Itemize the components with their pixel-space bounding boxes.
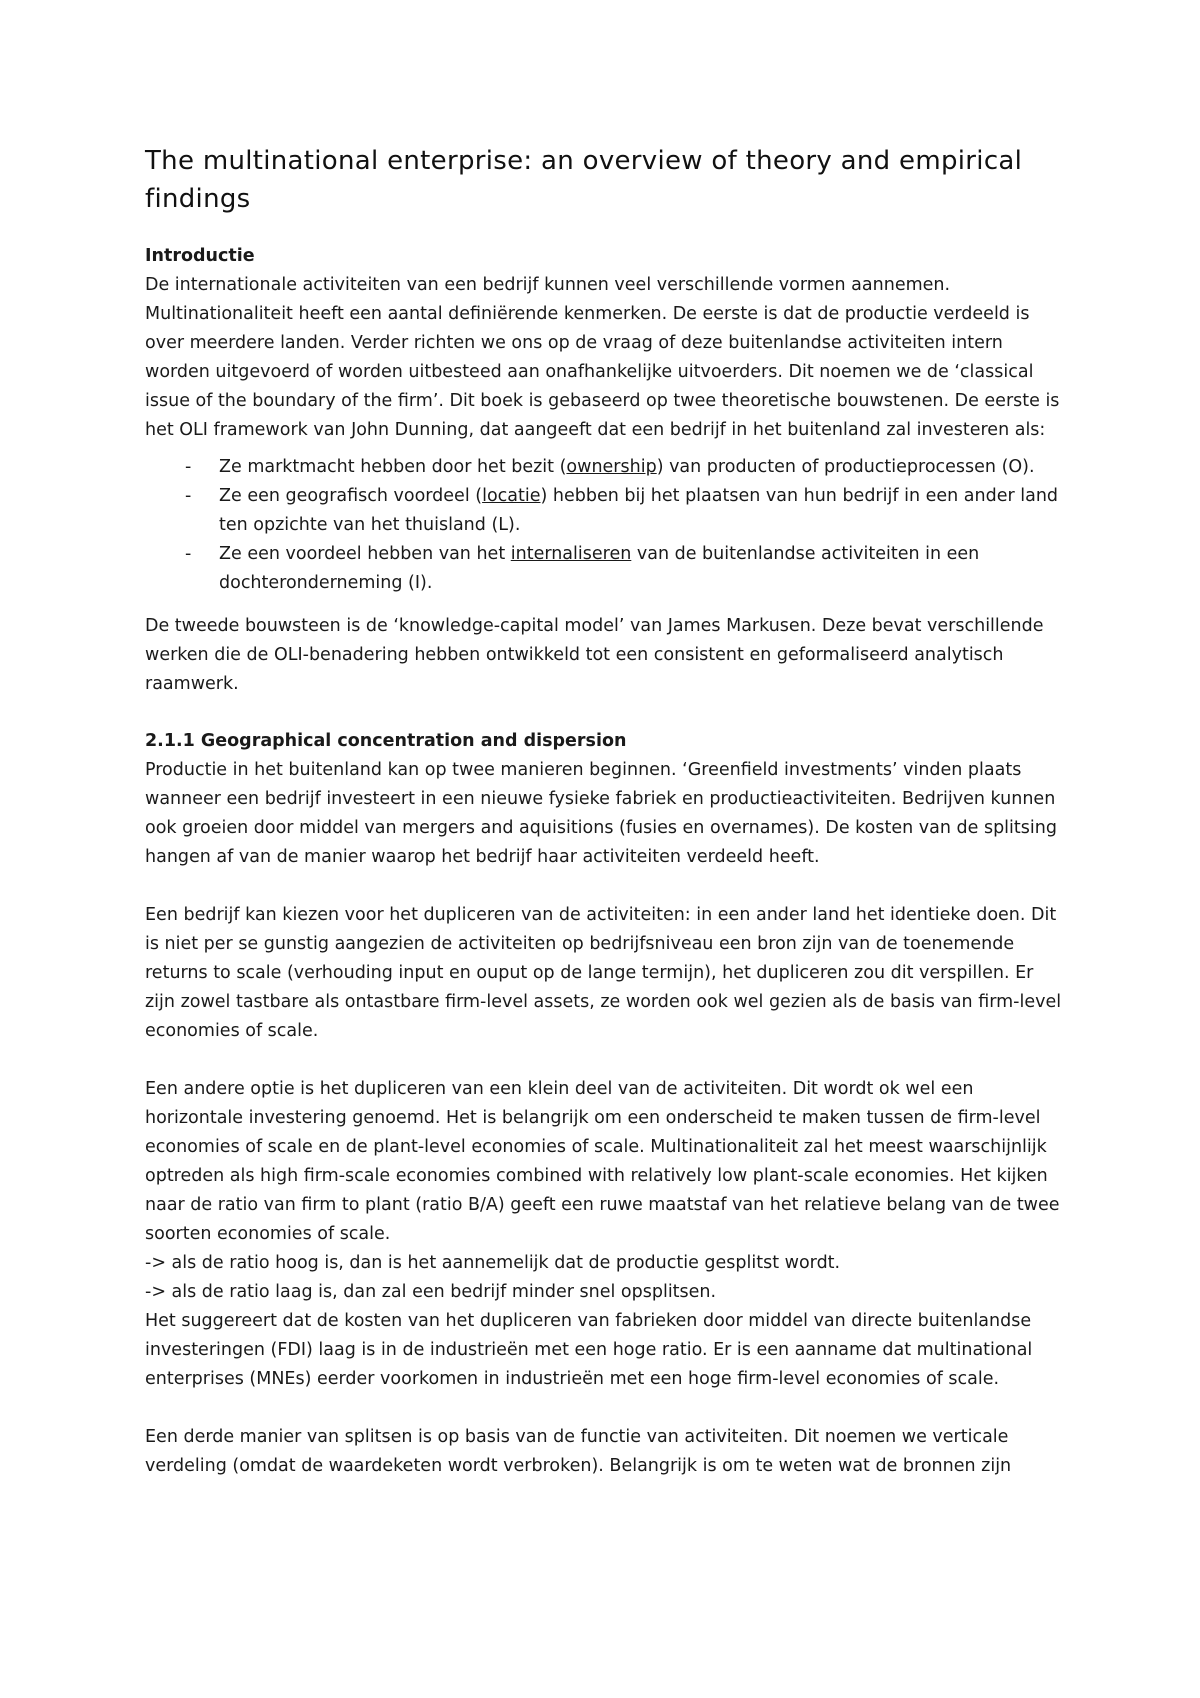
section-paragraph-2: Een bedrijf kan kiezen voor het dupliceren van de activiteiten: in een ander land het identieke doen. Dit is niet per se gunstig aangezien de activiteiten op bedrijfsniveau een bron zijn van de toenemende returns to scale (verhouding input en ouput op de lange termijn), het dupliceren zou dit verspillen. Er zijn zowel tastbare als ontastbare firm-level assets, ze worden ook wel gezien als de basis van firm-level economies of scale.: [145, 905, 1062, 1041]
section-heading: 2.1.1 Geographical concentration and dispersion: [145, 731, 627, 751]
document-page: [145, 142, 1065, 1481]
intro-paragraph-1: De internationale activiteiten van een bedrijf kunnen veel verschillende vormen aannemen. Multinationaliteit heeft een aantal definiërende kenmerken. De eerste is dat de productie verdeeld is over meerdere landen. Verder richten we ons op de vraag of deze buitenlandse activiteiten intern worden uitgevoerd of worden uitbesteed aan onafhankelijke uitvoerders. Dit noemen we de ‘classical issue of the boundary of the firm’. Dit boek is gebaseerd op twee theoretische bouwstenen. De eerste is het OLI framework van John Dunning, dat aangeeft dat een bedrijf in het buitenland zal investeren als:: [145, 275, 1060, 440]
bullet-location: - Ze een geografisch voordeel (locatie) hebben bij het plaatsen van hun bedrijf in een ander land ten opzichte van het thuisland (L).: [145, 482, 1065, 540]
document-title: The multinational enterprise: an overview of theory and empirical findings: [145, 146, 1023, 214]
section-paragraph-3-conclusion: Het suggereert dat de kosten van het dupliceren van fabrieken door middel van directe buitenlandse investeringen (FDI) laag is in de industrieën met een hoge ratio. Er is een aanname dat multinational enterprises (MNEs) eerder voorkomen in industrieën met een hoge firm-level economies of scale.: [145, 1311, 1033, 1389]
underlined-term: locatie: [482, 486, 541, 506]
ratio-high-line: -> als de ratio hoog is, dan is het aannemelijk dat de productie gesplitst wordt.: [145, 1253, 841, 1273]
bullet-dash: -: [185, 457, 192, 477]
section-paragraph-3: Een andere optie is het dupliceren van een klein deel van de activiteiten. Dit wordt ok wel een horizontale investering genoemd. Het is belangrijk om een onderscheid te maken tussen de firm-level economies of scale en de plant-level economies of scale. Multinationaliteit zal het meest waarschijnlijk optreden als high firm-scale economies combined with relatively low plant-scale economies. Het kijken naar de ratio van firm to plant (ratio B/A) geeft een ruwe maatstaf van het relatieve belang van de twee soorten economies of scale.: [145, 1079, 1060, 1244]
intro-heading: Introductie: [145, 246, 255, 266]
intro-paragraph-2: De tweede bouwsteen is de ‘knowledge-capital model’ van James Markusen. Deze bevat verschillende werken die de OLI-benadering hebben ontwikkeld tot een consistent en geformaliseerd analytisch raamwerk.: [145, 616, 1044, 694]
bullet-dash: -: [185, 486, 192, 506]
ratio-low-line: -> als de ratio laag is, dan zal een bedrijf minder snel opsplitsen.: [145, 1282, 717, 1302]
underlined-term: internaliseren: [510, 544, 632, 564]
bullet-dash: -: [185, 544, 192, 564]
oli-bullet-list: [145, 453, 1065, 598]
bullet-ownership: - Ze marktmacht hebben door het bezit (ownership) van producten of productieprocessen (O).: [145, 453, 1065, 482]
section-paragraph-1: Productie in het buitenland kan op twee manieren beginnen. ‘Greenfield investments’ vinden plaats wanneer een bedrijf investeert in een nieuwe fysieke fabriek en productieactiviteiten. Bedrijven kunnen ook groeien door middel van mergers and aquisitions (fusies en overnames). De kosten van de splitsing hangen af van de manier waarop het bedrijf haar activiteiten verdeeld heeft.: [145, 760, 1057, 867]
bullet-internalisation: - Ze een voordeel hebben van het internaliseren van de buitenlandse activiteiten in een dochteronderneming (I).: [145, 540, 1065, 598]
section-paragraph-4: Een derde manier van splitsen is op basis van de functie van activiteiten. Dit noemen we verticale verdeling (omdat de waardeketen wordt verbroken). Belangrijk is om te weten wat de bronnen zijn: [145, 1427, 1012, 1476]
underlined-term: ownership: [566, 457, 657, 477]
